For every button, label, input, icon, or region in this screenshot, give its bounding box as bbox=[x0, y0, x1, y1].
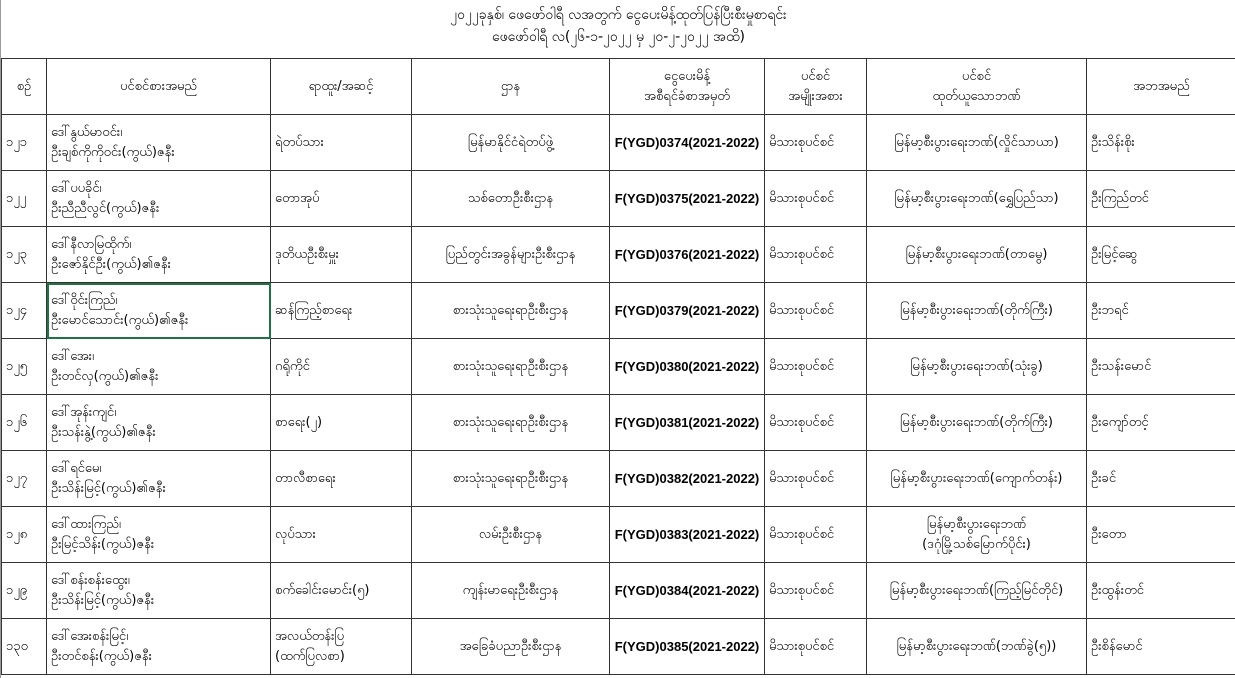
cell-name-text: ဦးသန်းနွဲ့(ကွယ်)၏ဇနီး bbox=[51, 424, 156, 440]
cell-office[interactable] bbox=[867, 507, 1087, 563]
cell-office-text: မြန်မာ့စီးပွားရေးဘဏ်(သုံးခွ) bbox=[910, 358, 1043, 374]
cell-office[interactable] bbox=[867, 115, 1087, 171]
cell-type-text: မိသားစုပင်စင် bbox=[769, 190, 835, 206]
cell-name-text: ဦးသိန်းမြင့်(ကွယ်)ဇနီး bbox=[51, 592, 155, 608]
cell-father[interactable] bbox=[1087, 227, 1235, 283]
header-no[interactable]: စဉ် bbox=[2, 59, 47, 115]
cell-name-text: ဒေါ်အေးစန်းမြင့်၊ bbox=[51, 628, 129, 644]
cell-order-text: F(YGD)0385(2021-2022) bbox=[614, 638, 760, 654]
cell-name-text: ဦးမောင်သောင်း(ကွယ်)၏ဇနီး bbox=[51, 312, 189, 328]
cell-order[interactable] bbox=[610, 451, 765, 507]
table-row bbox=[2, 619, 1235, 675]
cell-dept[interactable] bbox=[412, 451, 610, 507]
cell-name-text: ဦးဇော်နိုင်ဦး(ကွယ်)၏ဇနီး bbox=[51, 256, 171, 272]
cell-type-text: မိသားစုပင်စင် bbox=[769, 358, 835, 374]
header-order-line1: ငွေပေးမိန့် bbox=[663, 68, 711, 84]
cell-father[interactable] bbox=[1087, 563, 1235, 619]
cell-dept[interactable] bbox=[412, 619, 610, 675]
cell-office[interactable] bbox=[867, 227, 1087, 283]
title-block bbox=[1, 0, 1235, 58]
cell-rank[interactable] bbox=[271, 227, 412, 283]
cell-name-text: ဦးတင်လှ(ကွယ်)၏ဇနီး bbox=[51, 368, 159, 384]
cell-name[interactable] bbox=[47, 115, 271, 171]
cell-no-text: ၁၂၅ bbox=[6, 358, 28, 374]
cell-type-text: မိသားစုပင်စင် bbox=[769, 302, 835, 318]
cell-father-text: ဦးကြည်တင် bbox=[1091, 190, 1149, 206]
table-row bbox=[2, 563, 1235, 619]
cell-office-text: မြန်မာ့စီးပွားရေးဘဏ်(တိုက်ကြီး) bbox=[900, 414, 1053, 430]
cell-rank[interactable] bbox=[271, 507, 412, 563]
cell-dept[interactable] bbox=[412, 283, 610, 339]
cell-office-text: မြန်မာ့စီးပွားရေးဘဏ်(ဘဏ်ခွဲ(၅)) bbox=[896, 638, 1057, 654]
cell-name-text: ဒေါ်စန်းစန်းထွေး၊ bbox=[51, 572, 130, 588]
cell-dept[interactable] bbox=[412, 227, 610, 283]
cell-office-text: မြန်မာ့စီးပွားရေးဘဏ်(တိုက်ကြီး) bbox=[900, 302, 1053, 318]
cell-name[interactable] bbox=[47, 563, 271, 619]
cell-rank[interactable] bbox=[271, 395, 412, 451]
cell-dept[interactable] bbox=[412, 115, 610, 171]
cell-dept[interactable] bbox=[412, 507, 610, 563]
header-order[interactable] bbox=[610, 59, 765, 115]
cell-order[interactable] bbox=[610, 283, 765, 339]
cell-no[interactable] bbox=[2, 171, 47, 227]
cell-rank-text: တာလီစာရေး bbox=[275, 470, 336, 486]
cell-no-text: ၁၃၀ bbox=[6, 638, 28, 654]
cell-father[interactable] bbox=[1087, 451, 1235, 507]
cell-office-text: မြန်မာ့စီးပွားရေးဘဏ်(ကျောက်တန်း) bbox=[890, 470, 1063, 486]
cell-father-text: ဦးသိန်းစိုး bbox=[1091, 134, 1135, 150]
cell-type[interactable] bbox=[765, 115, 867, 171]
cell-type-text: မိသားစုပင်စင် bbox=[769, 582, 835, 598]
cell-no[interactable] bbox=[2, 619, 47, 675]
header-dept[interactable]: ဌာန bbox=[412, 59, 610, 115]
cell-order[interactable] bbox=[610, 395, 765, 451]
cell-father-text: ဦးသန်းမောင် bbox=[1091, 358, 1152, 374]
cell-name-text: ဦးသိန်းမြင့်(ကွယ်)၏ဇနီး bbox=[51, 480, 166, 496]
header-name[interactable]: ပင်စင်စားအမည် bbox=[47, 59, 271, 115]
cell-father[interactable] bbox=[1087, 395, 1235, 451]
cell-no[interactable] bbox=[2, 339, 47, 395]
cell-type[interactable] bbox=[765, 563, 867, 619]
cell-office-text: မြန်မာ့စီးပွားရေးဘဏ်(ရွှေပြည်သာ) bbox=[894, 190, 1059, 206]
cell-no-text: ၁၂၈ bbox=[6, 526, 28, 542]
cell-name-text: ဒေါ်အုန်းကျင်၊ bbox=[51, 404, 117, 420]
cell-name-text: ဒေါ်ဝိုင်းကြည်၊ bbox=[51, 292, 118, 308]
cell-father[interactable] bbox=[1087, 171, 1235, 227]
cell-father[interactable] bbox=[1087, 283, 1235, 339]
cell-no-text: ၁၂၄ bbox=[6, 302, 28, 318]
cell-rank-text: ဆန်ကြည့်စာရေး bbox=[275, 302, 353, 318]
cell-name[interactable] bbox=[47, 339, 271, 395]
cell-name[interactable] bbox=[47, 171, 271, 227]
cell-office-text: (ဒဂုံမြို့သစ်မြောက်ပိုင်း) bbox=[922, 536, 1031, 552]
cell-rank-text: စက်ခေါင်းမောင်း(၅) bbox=[275, 582, 370, 598]
cell-dept[interactable] bbox=[412, 171, 610, 227]
cell-dept-text: စားသုံးသူရေးရာဦးစီးဌာန bbox=[452, 358, 569, 374]
cell-rank[interactable] bbox=[271, 171, 412, 227]
cell-order[interactable] bbox=[610, 619, 765, 675]
cell-dept-text: မြန်မာနိုင်ငံရဲတပ်ဖွဲ့ bbox=[467, 134, 554, 150]
cell-order-text: F(YGD)0383(2021-2022) bbox=[614, 526, 760, 542]
cell-no[interactable] bbox=[2, 451, 47, 507]
cell-office[interactable] bbox=[867, 619, 1087, 675]
cell-dept-text: အခြေခံပညာဦးစီးဌာန bbox=[459, 638, 562, 654]
table-row bbox=[2, 283, 1235, 339]
cell-rank[interactable] bbox=[271, 283, 412, 339]
table-row bbox=[2, 507, 1235, 563]
cell-rank[interactable] bbox=[271, 619, 412, 675]
cell-name-text: ဦးမြင့်သိန်း(ကွယ်)ဇနီး bbox=[51, 536, 155, 552]
cell-no-text: ၁၂၇ bbox=[6, 470, 28, 486]
cell-type[interactable] bbox=[765, 507, 867, 563]
cell-order-text: F(YGD)0375(2021-2022) bbox=[614, 190, 760, 206]
cell-office[interactable] bbox=[867, 451, 1087, 507]
cell-order-text: F(YGD)0381(2021-2022) bbox=[614, 414, 760, 430]
report-title: ၂၀၂၂ခုနှစ်၊ ဖေဖော်ဝါရီ လအတွက် ငွေပေးမိန့်ထုတ်ပြန်ပြီးစီးမှုစာရင်း bbox=[450, 7, 787, 23]
cell-name-text: ဒေါ်ရင်မေ၊ bbox=[51, 460, 102, 476]
cell-dept-text: လမ်းဦးစီးဌာန bbox=[478, 526, 543, 542]
cell-father-text: ဦးဘရင် bbox=[1091, 302, 1129, 318]
cell-rank-text: ဂရိုကိုင် bbox=[275, 358, 310, 374]
cell-no-text: ၁၂၁ bbox=[6, 134, 28, 150]
cell-order[interactable] bbox=[610, 507, 765, 563]
cell-dept-text: စားသုံးသူရေးရာဦးစီးဌာန bbox=[452, 302, 569, 318]
cell-rank-text: အလယ်တန်းပြ bbox=[275, 628, 345, 644]
cell-name-text: ဦးချစ်ကိုကိုဝင်း(ကွယ်)ဇနီး bbox=[51, 144, 175, 160]
table-row bbox=[2, 227, 1235, 283]
cell-name[interactable] bbox=[47, 619, 271, 675]
cell-name-text: ဦးညီညီလွင်(ကွယ်)ဇနီး bbox=[51, 200, 160, 216]
cell-order[interactable] bbox=[610, 115, 765, 171]
cell-office-text: မြန်မာ့စီးပွားရေးဘဏ်(ကြည့်မြင်တိုင်) bbox=[889, 582, 1064, 598]
cell-type[interactable] bbox=[765, 619, 867, 675]
cell-office[interactable] bbox=[867, 171, 1087, 227]
cell-dept-text: စားသုံးသူရေးရာဦးစီးဌာန bbox=[452, 414, 569, 430]
cell-dept[interactable] bbox=[412, 339, 610, 395]
cell-no[interactable] bbox=[2, 283, 47, 339]
cell-type-text: မိသားစုပင်စင် bbox=[769, 134, 835, 150]
cell-father-text: ဦးစိန်မောင် bbox=[1091, 638, 1143, 654]
cell-rank-text: (ထက်ပြလစာ) bbox=[275, 648, 345, 664]
cell-name-text: ဒေါ်နွယ်မာဝင်း၊ bbox=[51, 124, 123, 140]
cell-no-text: ၁၂၃ bbox=[6, 246, 28, 262]
cell-name-text: ဒေါ်ထားကြည်၊ bbox=[51, 516, 121, 532]
cell-order[interactable] bbox=[610, 563, 765, 619]
cell-type[interactable] bbox=[765, 451, 867, 507]
cell-type-text: မိသားစုပင်စင် bbox=[769, 638, 835, 654]
cell-name[interactable] bbox=[47, 395, 271, 451]
cell-no[interactable] bbox=[2, 227, 47, 283]
header-father[interactable]: အဘအမည် bbox=[1087, 59, 1235, 115]
cell-type[interactable] bbox=[765, 339, 867, 395]
header-type-line1: ပင်စင် bbox=[800, 68, 831, 84]
table-body bbox=[2, 115, 1235, 675]
table-row bbox=[2, 171, 1235, 227]
cell-name-text: ဒေါ်ပပခိုင်၊ bbox=[51, 180, 102, 196]
cell-dept-text: ကျန်းမာရေးဦးစီးဌာန bbox=[462, 582, 559, 598]
header-office-line2: ထုတ်ယူသောဘဏ် bbox=[932, 88, 1021, 104]
cell-rank-text: တောအုပ် bbox=[275, 190, 320, 206]
cell-no[interactable] bbox=[2, 507, 47, 563]
cell-father[interactable] bbox=[1087, 115, 1235, 171]
cell-no[interactable] bbox=[2, 563, 47, 619]
cell-rank-text: ဒုတိယဦးစီးမှူး bbox=[275, 246, 339, 262]
cell-type[interactable] bbox=[765, 227, 867, 283]
cell-order-text: F(YGD)0379(2021-2022) bbox=[614, 302, 760, 318]
cell-name-text: ဒေါ်အေး၊ bbox=[51, 348, 95, 364]
cell-father[interactable] bbox=[1087, 339, 1235, 395]
cell-name[interactable] bbox=[47, 451, 271, 507]
header-office[interactable] bbox=[867, 59, 1087, 115]
cell-order-text: F(YGD)0374(2021-2022) bbox=[614, 134, 760, 150]
header-type-line2: အမျိုးအစား bbox=[788, 88, 843, 104]
cell-name-text: ဒေါ်နီလာမြထိုက်၊ bbox=[51, 236, 132, 252]
cell-type[interactable] bbox=[765, 283, 867, 339]
cell-dept-text: ပြည်တွင်းအခွန်များဦးစီးဌာန bbox=[445, 246, 576, 262]
cell-rank-text: စာရေး(၂) bbox=[275, 414, 323, 430]
cell-type-text: မိသားစုပင်စင် bbox=[769, 414, 835, 430]
cell-office[interactable] bbox=[867, 283, 1087, 339]
cell-type[interactable] bbox=[765, 395, 867, 451]
header-order-line2: အစီရင်ခံစာအမှတ် bbox=[644, 88, 730, 104]
cell-order[interactable] bbox=[610, 171, 765, 227]
cell-father-text: ဦးတော bbox=[1091, 526, 1127, 542]
cell-order-text: F(YGD)0384(2021-2022) bbox=[614, 582, 760, 598]
cell-order-text: F(YGD)0376(2021-2022) bbox=[614, 246, 760, 262]
cell-no-text: ၁၂၂ bbox=[6, 190, 27, 206]
cell-no[interactable] bbox=[2, 115, 47, 171]
cell-father-text: ဦးခင် bbox=[1091, 470, 1117, 486]
cell-rank[interactable] bbox=[271, 115, 412, 171]
table-row bbox=[2, 339, 1235, 395]
cell-rank-text: လုပ်သား bbox=[275, 526, 316, 542]
cell-name[interactable] bbox=[47, 227, 271, 283]
table-row bbox=[2, 451, 1235, 507]
cell-dept[interactable] bbox=[412, 563, 610, 619]
cell-order[interactable] bbox=[610, 227, 765, 283]
cell-no-text: ၁၂၉ bbox=[6, 582, 28, 598]
cell-office-text: မြန်မာ့စီးပွားရေးဘဏ် bbox=[926, 516, 1027, 532]
cell-rank[interactable] bbox=[271, 563, 412, 619]
cell-rank[interactable] bbox=[271, 339, 412, 395]
cell-type-text: မိသားစုပင်စင် bbox=[769, 526, 835, 542]
cell-dept-text: သစ်တောဦးစီးဌာန bbox=[467, 190, 554, 206]
cell-order[interactable] bbox=[610, 339, 765, 395]
cell-name-text: ဦးတင်စန်း(ကွယ်)ဇနီး bbox=[51, 648, 152, 664]
header-type[interactable] bbox=[765, 59, 867, 115]
cell-office[interactable] bbox=[867, 563, 1087, 619]
cell-father[interactable] bbox=[1087, 619, 1235, 675]
cell-dept-text: စားသုံးသူရေးရာဦးစီးဌာန bbox=[452, 470, 569, 486]
cell-office-text: မြန်မာ့စီးပွားရေးဘဏ်(တာမွေ) bbox=[905, 246, 1048, 262]
cell-office-text: မြန်မာ့စီးပွားရေးဘဏ်(လှိုင်သာယာ) bbox=[894, 134, 1059, 150]
header-office-line1: ပင်စင် bbox=[961, 68, 992, 84]
cell-office[interactable] bbox=[867, 339, 1087, 395]
table-row bbox=[2, 395, 1235, 451]
cell-father-text: ဦးမြင့်ဆွေ bbox=[1091, 246, 1138, 262]
cell-order-text: F(YGD)0380(2021-2022) bbox=[614, 358, 760, 374]
cell-no[interactable] bbox=[2, 395, 47, 451]
cell-office[interactable] bbox=[867, 395, 1087, 451]
cell-rank[interactable] bbox=[271, 451, 412, 507]
pension-table bbox=[1, 58, 1235, 675]
cell-name[interactable] bbox=[47, 507, 271, 563]
cell-father-text: ဦးထွန်းတင် bbox=[1091, 582, 1144, 598]
report-subtitle: ဖေဖော်ဝါရီ လ(၂၆-၁-၂၀၂၂ မှ ၂၀-၂-၂၀၂၂ အထိ) bbox=[492, 29, 745, 45]
table-row bbox=[2, 115, 1235, 171]
cell-no-text: ၁၂၆ bbox=[6, 414, 28, 430]
cell-type[interactable] bbox=[765, 171, 867, 227]
cell-order-text: F(YGD)0382(2021-2022) bbox=[614, 470, 760, 486]
header-rank[interactable]: ရာထူး/အဆင့် bbox=[271, 59, 412, 115]
cell-name[interactable] bbox=[47, 283, 271, 339]
header-row bbox=[2, 59, 1235, 115]
cell-dept[interactable] bbox=[412, 395, 610, 451]
cell-father-text: ဦးကျော်တင့် bbox=[1091, 414, 1149, 430]
cell-father[interactable] bbox=[1087, 507, 1235, 563]
cell-type-text: မိသားစုပင်စင် bbox=[769, 246, 835, 262]
cell-rank-text: ရဲတပ်သား bbox=[275, 134, 324, 150]
cell-type-text: မိသားစုပင်စင် bbox=[769, 470, 835, 486]
